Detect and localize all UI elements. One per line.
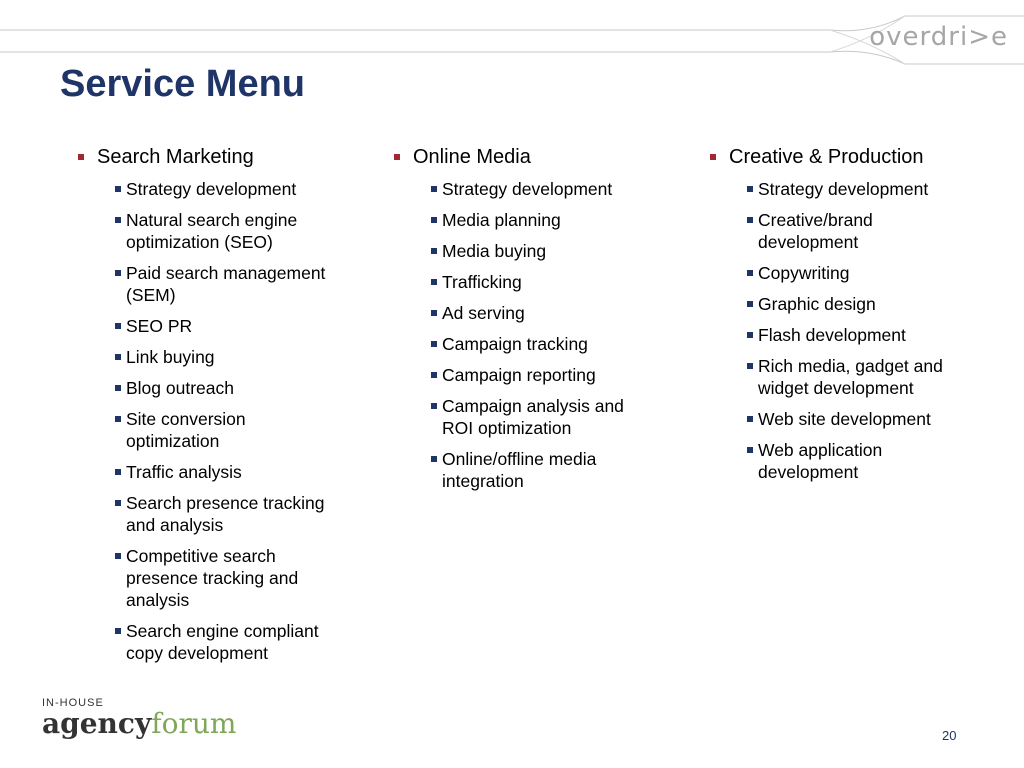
list-item: Blog outreach <box>76 377 331 399</box>
list-item: Graphic design <box>708 293 963 315</box>
list-item: Campaign analysis and ROI optimization <box>392 395 647 439</box>
category-heading: Creative & Production <box>708 145 1008 169</box>
list-item: Link buying <box>76 346 331 368</box>
list-item: Strategy development <box>76 178 331 200</box>
list-item: Campaign reporting <box>392 364 647 386</box>
service-column-online-media <box>392 145 692 501</box>
slide-title: Service Menu <box>60 63 305 105</box>
logo-agency-text: agency <box>42 707 152 740</box>
service-column-creative-production <box>708 145 1008 492</box>
list-item: Media buying <box>392 240 647 262</box>
service-column-search-marketing <box>76 145 376 673</box>
list-item: Flash development <box>708 324 963 346</box>
logo-top-text: IN-HOUSE <box>42 697 104 709</box>
logo-forum-text: forum <box>151 707 237 740</box>
list-item: Traffic analysis <box>76 461 331 483</box>
list-item: Online/offline media integration <box>392 448 647 492</box>
in-house-agency-forum-logo <box>42 697 236 744</box>
list-item: Strategy development <box>708 178 963 200</box>
list-item: Search engine compliant copy development <box>76 620 331 664</box>
list-item: Natural search engine optimization (SEO) <box>76 209 331 253</box>
list-item: Web site development <box>708 408 963 430</box>
list-item: Strategy development <box>392 178 647 200</box>
list-item: Rich media, gadget and widget development <box>708 355 963 399</box>
list-item: Trafficking <box>392 271 647 293</box>
list-item: Creative/brand development <box>708 209 963 253</box>
page-number: 20 <box>942 728 957 743</box>
list-item: Campaign tracking <box>392 333 647 355</box>
brand-logo: overdri>e <box>869 22 1008 52</box>
list-item: Ad serving <box>392 302 647 324</box>
list-item: Competitive search presence tracking and analysis <box>76 545 331 611</box>
list-item: Web application development <box>708 439 963 483</box>
category-heading: Search Marketing <box>76 145 376 169</box>
list-item: Search presence tracking and analysis <box>76 492 331 536</box>
list-item: Media planning <box>392 209 647 231</box>
category-heading: Online Media <box>392 145 692 169</box>
logo-wordmark <box>42 709 236 744</box>
list-item: Copywriting <box>708 262 963 284</box>
list-item: SEO PR <box>76 315 331 337</box>
list-item: Site conversion optimization <box>76 408 331 452</box>
list-item: Paid search management (SEM) <box>76 262 331 306</box>
